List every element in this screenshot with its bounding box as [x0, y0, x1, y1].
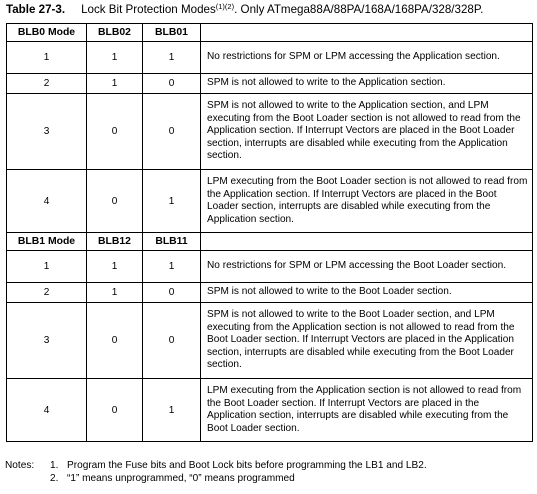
description-cell: SPM is not allowed to write to the Boot Loader section, and LPM executing from the Application section is not allowed to read from the Boot Loader section. If Interrupt Vectors are placed in the Application section, interrupts are disabled while executing from the Boot Loader section. — [201, 303, 533, 379]
note-number: 2. — [50, 473, 59, 484]
mode-cell: 3 — [7, 303, 87, 379]
bit-cell: 1 — [143, 379, 201, 442]
bit-cell: 0 — [143, 94, 201, 170]
bit-cell: 1 — [143, 42, 201, 74]
table-row — [7, 74, 533, 94]
bit-cell: 1 — [87, 283, 143, 303]
table-row — [7, 379, 533, 442]
description-cell: LPM executing from the Boot Loader section is not allowed to read from the Application section. If Interrupt Vectors are placed in the Boot Loader section, interrupts are disabled while executing from the Application section. — [201, 170, 533, 233]
bit-cell: 0 — [87, 94, 143, 170]
table-header-row — [7, 233, 533, 251]
header-bit-b: BLB01 — [143, 24, 201, 42]
description-cell: No restrictions for SPM or LPM accessing the Boot Loader section. — [201, 251, 533, 283]
mode-cell: 2 — [7, 74, 87, 94]
table-title-suffix: . Only ATmega88A/88PA/168A/168PA/328/328P. — [234, 3, 484, 16]
notes — [5, 459, 427, 485]
bit-cell: 0 — [143, 283, 201, 303]
header-bit-a: BLB12 — [87, 233, 143, 251]
header-bit-a: BLB02 — [87, 24, 143, 42]
note-number: 1. — [50, 460, 59, 471]
table-header-row — [7, 24, 533, 42]
description-cell: SPM is not allowed to write to the Application section, and LPM executing from the Boot Loader section is not allowed to read from the Application section. If Interrupt Vectors are placed in the Boot Loader section, interrupts are disabled while executing from the Application section. — [201, 94, 533, 170]
lock-bit-table — [6, 23, 533, 442]
mode-cell: 4 — [7, 379, 87, 442]
header-bit-b: BLB11 — [143, 233, 201, 251]
note-item — [5, 459, 427, 472]
description-cell: SPM is not allowed to write to the Application section. — [201, 74, 533, 94]
mode-cell: 1 — [7, 251, 87, 283]
header-mode: BLB0 Mode — [7, 24, 87, 42]
description-cell: No restrictions for SPM or LPM accessing the Application section. — [201, 42, 533, 74]
table-caption — [6, 3, 534, 17]
bit-cell: 1 — [143, 170, 201, 233]
bit-cell: 0 — [143, 303, 201, 379]
table-row — [7, 283, 533, 303]
header-description — [201, 24, 533, 42]
mode-cell: 3 — [7, 94, 87, 170]
header-mode: BLB1 Mode — [7, 233, 87, 251]
table-row — [7, 42, 533, 74]
note-text: “1” means unprogrammed, “0” means programmed — [67, 473, 295, 484]
notes-label: Notes: — [5, 460, 35, 471]
mode-cell: 1 — [7, 42, 87, 74]
table-number: Table 27-3. — [6, 3, 66, 16]
table-row — [7, 303, 533, 379]
bit-cell: 1 — [143, 251, 201, 283]
bit-cell: 1 — [87, 251, 143, 283]
bit-cell: 0 — [87, 379, 143, 442]
mode-cell: 4 — [7, 170, 87, 233]
footnote-refs: (1)(2) — [215, 2, 235, 11]
bit-cell: 0 — [143, 74, 201, 94]
mode-cell: 2 — [7, 283, 87, 303]
table-row — [7, 94, 533, 170]
note-text: Program the Fuse bits and Boot Lock bits before programming the LB1 and LB2. — [67, 460, 427, 471]
table-title: Lock Bit Protection Modes — [81, 3, 216, 16]
description-cell: LPM executing from the Application section is not allowed to read from the Boot Loader section. If Interrupt Vectors are placed in the Application section, interrupts are disabled while executing from the Boot Loader section. — [201, 379, 533, 442]
description-cell: SPM is not allowed to write to the Boot Loader section. — [201, 283, 533, 303]
note-item — [5, 472, 427, 485]
bit-cell: 1 — [87, 74, 143, 94]
header-description — [201, 233, 533, 251]
table-row — [7, 170, 533, 233]
bit-cell: 1 — [87, 42, 143, 74]
table-row — [7, 251, 533, 283]
bit-cell: 0 — [87, 303, 143, 379]
bit-cell: 0 — [87, 170, 143, 233]
